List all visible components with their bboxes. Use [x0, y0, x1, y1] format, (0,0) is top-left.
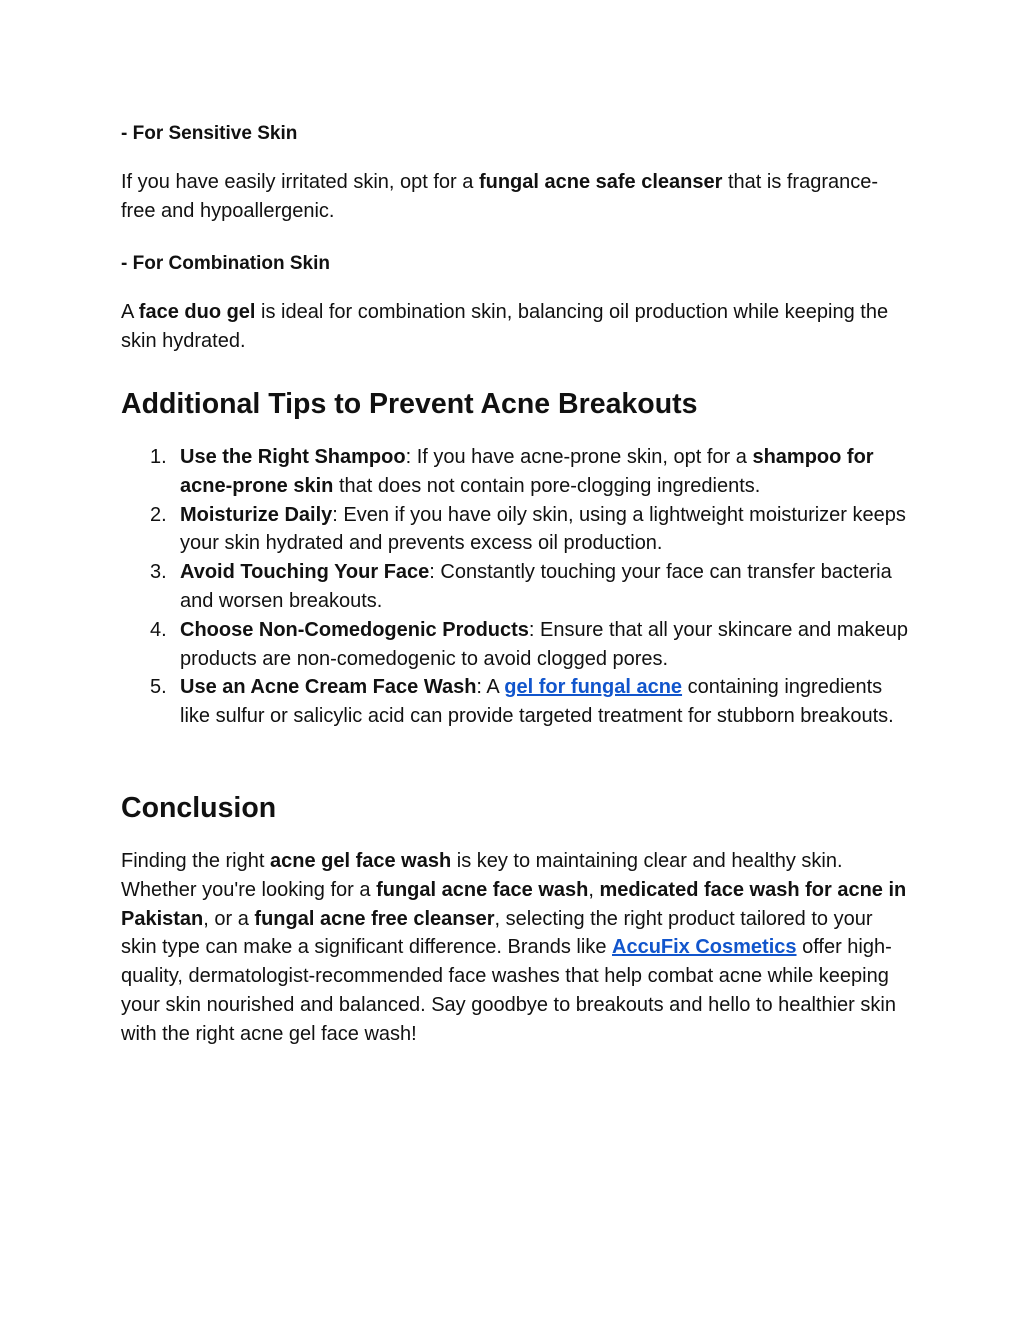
conclusion-paragraph [121, 847, 911, 1049]
sensitive-skin-paragraph [121, 168, 911, 226]
text-run: is ideal for combination skin, balancing oil production while keeping the skin hydrated. [121, 301, 889, 352]
list-number: 3. [150, 561, 167, 584]
text-run: : Ensure that all your skincare and makeup products are non-comedogenic to avoid clogged pores. [180, 618, 908, 670]
gel-for-fungal-acne-link[interactable]: gel for fungal acne [504, 676, 683, 699]
tips-heading [121, 386, 697, 422]
text-run: : Constantly touching your face can transfer bacteria and worsen breakouts. [180, 561, 892, 612]
text-run: Finding the right [121, 850, 270, 872]
text-run: A [121, 301, 139, 323]
text-run: offer high-quality, dermatologist-recommended face washes that help combat acne while keeping your skin nourished and balanced. Say goodbye to breakouts and hello to healthier skin with the right acne gel face wash! [121, 936, 896, 1045]
list-number: 5. [150, 676, 167, 699]
bold-term: acne gel face wash [269, 850, 452, 872]
list-item [121, 443, 911, 501]
accufix-cosmetics-link[interactable]: AccuFix Cosmetics [612, 936, 797, 959]
list-number: 2. [150, 503, 167, 526]
list-item-title: Choose Non-Comedogenic Products [180, 618, 529, 641]
text-run: that does not contain pore-clogging ingredients. [333, 474, 761, 497]
list-item-title: Avoid Touching Your Face [180, 561, 430, 584]
text-run: : A [476, 676, 505, 699]
list-item-title: Moisturize Daily [180, 503, 333, 526]
text-run: that is fragrance-free and hypoallergenic. [121, 171, 879, 222]
text-run: If you have easily irritated skin, opt for a [121, 171, 479, 193]
list-number: 1. [150, 446, 167, 468]
bold-term: fungal acne face wash [376, 878, 589, 901]
combination-skin-paragraph [121, 298, 911, 356]
tips-heading-text: Additional Tips to Prevent Acne Breakouts [121, 388, 698, 420]
conclusion-heading-text: Conclusion [121, 792, 277, 824]
bold-term: fungal acne safe cleanser [478, 171, 723, 193]
sensitive-skin-heading: - For Sensitive Skin [121, 123, 298, 144]
bold-term: fungal acne free cleanser [254, 907, 495, 930]
list-number: 4. [150, 618, 167, 641]
text-run: , or a [203, 907, 255, 930]
text-run: : If you have acne-prone skin, opt for a [405, 446, 753, 468]
text-run: , selecting the right product tailored to your skin type can make a significant difference. Brands like [121, 907, 873, 959]
tips-list [121, 443, 911, 731]
list-item [121, 558, 911, 616]
list-item-title: Use the Right Shampoo [180, 446, 406, 468]
bold-term: face duo gel [138, 301, 256, 323]
text-run: , [588, 878, 600, 901]
list-item [121, 673, 911, 731]
bold-term: shampoo for acne-prone skin [180, 446, 874, 497]
text-run: is key to maintaining clear and healthy skin. Whether you're looking for a [121, 850, 843, 901]
bold-term: medicated face wash for acne in Pakistan [121, 878, 907, 930]
list-item [121, 616, 911, 674]
text-run: : Even if you have oily skin, using a lightweight moisturizer keeps your skin hydrated and prevents excess oil production. [180, 503, 906, 555]
list-item [121, 501, 911, 559]
text-run: containing ingredients like sulfur or salicylic acid can provide targeted treatment for stubborn breakouts. [180, 676, 894, 728]
list-item-title: Use an Acne Cream Face Wash [180, 676, 477, 699]
conclusion-heading [121, 790, 276, 826]
combination-skin-heading: - For Combination Skin [121, 253, 330, 274]
